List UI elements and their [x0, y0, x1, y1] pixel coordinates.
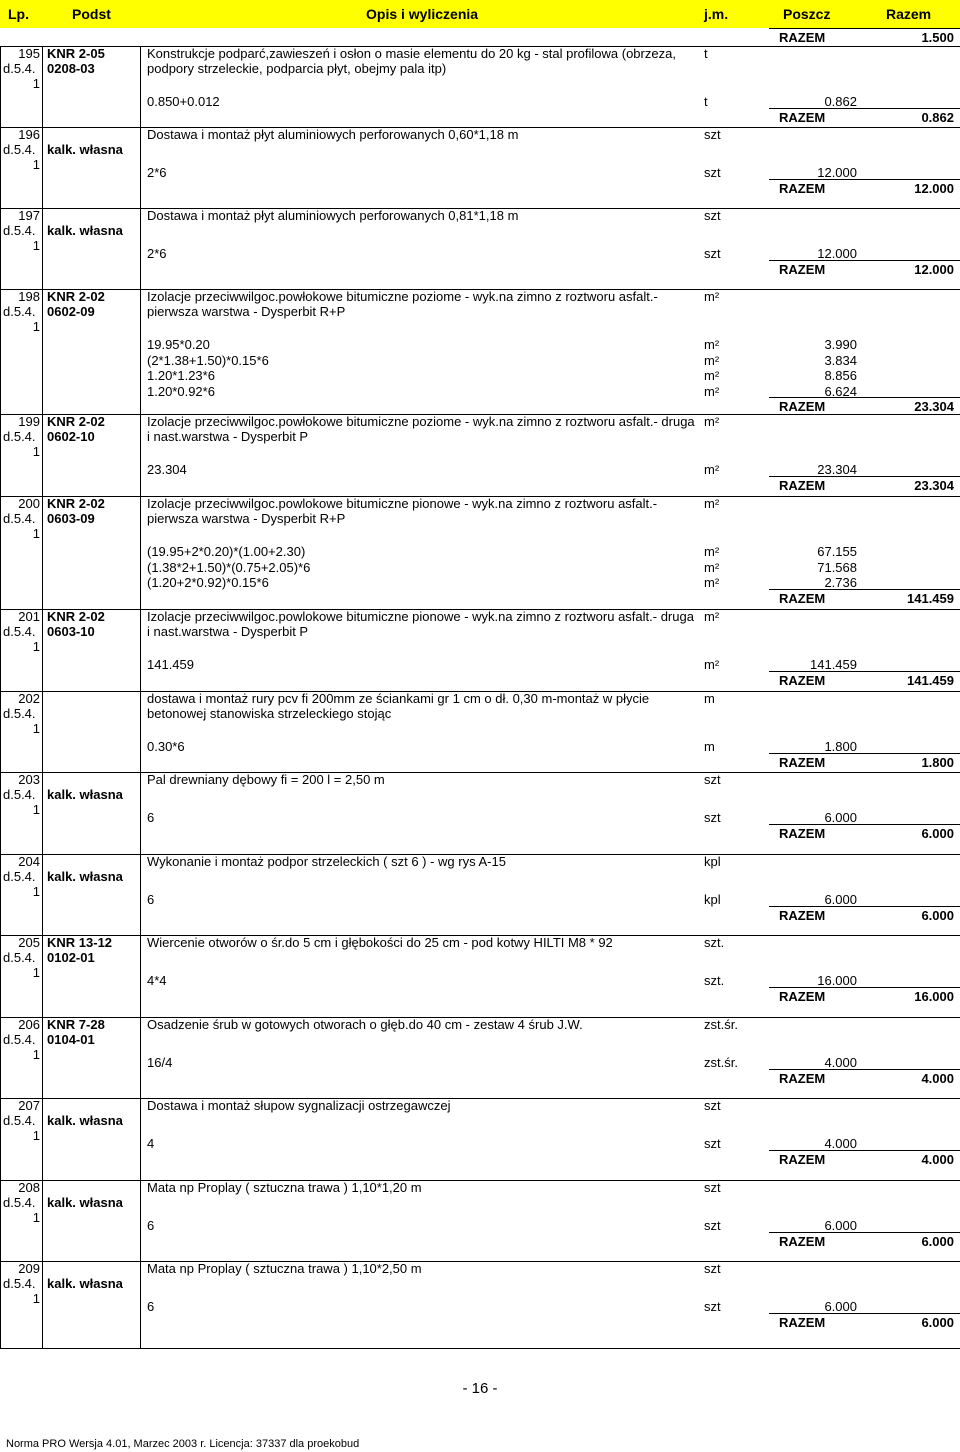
item-section: d.5.4. — [3, 1195, 36, 1210]
item-description: Izolacje przeciwwilgoc.powłokowe bitumiczne poziome - wyk.na zimno z roztworu asfalt.- pierwsza warstwa - Dysperbit R+P — [147, 289, 658, 319]
calc-formula: 0.30*6 — [147, 739, 185, 754]
item-version: 1 — [32, 639, 40, 654]
razem-divider — [769, 589, 960, 590]
razem-divider — [769, 179, 960, 180]
calc-unit: szt — [704, 1299, 721, 1314]
header-podst: Podst — [72, 6, 111, 22]
basis-code: kalk. własna — [47, 787, 123, 802]
razem-divider — [769, 671, 960, 672]
razem-divider — [769, 260, 960, 261]
item-section: d.5.4. — [3, 787, 36, 802]
item-description: Dostawa i montaż płyt aluminiowych perforowanych 0,60*1,18 m — [147, 127, 519, 142]
calc-unit: szt — [704, 1218, 721, 1233]
razem-value: 0.862 — [921, 109, 954, 125]
calc-formula: 6 — [147, 892, 155, 907]
item-number: 198 — [18, 289, 40, 304]
basis-code-2: 0208-03 — [47, 61, 95, 76]
calc-unit: szt. — [704, 973, 725, 988]
razem-label: RAZEM — [779, 180, 826, 196]
item-description: Wykonanie i montaż podpor strzeleckich ( szt 6 ) - wg rys A-15 — [147, 854, 506, 869]
header-lp: Lp. — [8, 6, 29, 22]
item-version: 1 — [32, 319, 40, 334]
item-version: 1 — [32, 238, 40, 253]
calc-unit: m² — [704, 544, 720, 559]
calc-formula: 0.850+0.012 — [147, 94, 220, 109]
item-description: Izolacje przeciwwilgoc.powlokowe bitumiczne pionowe - wyk.na zimno z roztworu asfalt.- druga i nast.warstwa - Dysperbit P — [147, 609, 694, 639]
razem-label: RAZEM — [779, 672, 826, 688]
razem-divider — [769, 397, 960, 398]
item-section: d.5.4. — [3, 429, 36, 444]
calc-formula: 141.459 — [147, 657, 194, 672]
item-section: d.5.4. — [3, 624, 36, 639]
basis-code: kalk. własna — [47, 142, 123, 157]
basis-code-2: 0602-09 — [47, 304, 95, 319]
item-number: 203 — [18, 772, 40, 787]
razem-value: 6.000 — [921, 907, 954, 923]
basis-code: kalk. własna — [47, 1195, 123, 1210]
item-description: Wiercenie otworów o śr.do 5 cm i głębokości do 25 cm - pod kotwy HILTI M8 * 92 — [147, 935, 613, 950]
razem-divider — [769, 108, 960, 109]
item-version: 1 — [32, 444, 40, 459]
page-number: - 16 - — [462, 1380, 498, 1397]
item-section: d.5.4. — [3, 304, 36, 319]
razem-value: 6.000 — [921, 1233, 954, 1249]
calc-value: 71.568 — [817, 559, 857, 575]
item-unit: kpl — [704, 854, 721, 869]
calc-unit: m² — [704, 368, 720, 383]
calc-formula: 2*6 — [147, 246, 167, 261]
item-description: Konstrukcje podparć,zawieszeń i osłon o masie elementu do 20 kg - stal profilowa (obrzeza, podpory strzeleckie, podparcia płyt, obejmy pala itp) — [147, 46, 676, 76]
header-opis: Opis i wyliczenia — [366, 6, 479, 22]
basis-code-2: 0603-10 — [47, 624, 95, 639]
calc-unit: szt — [704, 165, 721, 180]
calc-formula: (2*1.38+1.50)*0.15*6 — [147, 352, 269, 368]
item-number: 202 — [18, 691, 40, 706]
item-version: 1 — [32, 1047, 40, 1062]
item-section: d.5.4. — [3, 706, 36, 721]
basis-code: KNR 2-02 — [47, 414, 105, 429]
razem-divider — [769, 1150, 960, 1151]
razem-divider — [769, 906, 960, 907]
calc-value: 6.000 — [824, 810, 857, 825]
razem-label: RAZEM — [779, 590, 826, 606]
item-unit: szt — [704, 1261, 721, 1276]
razem-label: RAZEM — [779, 109, 826, 125]
calc-value: 6.000 — [824, 1299, 857, 1314]
basis-code-2: 0602-10 — [47, 429, 95, 444]
razem-label: RAZEM — [779, 477, 826, 493]
calc-value: 1.800 — [824, 739, 857, 754]
col-podst-opis-separator — [140, 46, 141, 1348]
col-left-border — [0, 46, 1, 1348]
razem-label: RAZEM — [779, 1314, 826, 1330]
item-section: d.5.4. — [3, 1276, 36, 1291]
razem-value: 4.000 — [921, 1151, 954, 1167]
calc-value: 6.000 — [824, 1218, 857, 1233]
razem-value: 141.459 — [907, 590, 954, 606]
item-version: 1 — [32, 721, 40, 736]
calc-formula: 16/4 — [147, 1055, 173, 1070]
calc-unit: m² — [704, 337, 720, 352]
item-version: 1 — [32, 1210, 40, 1225]
row-bottom-line — [0, 1348, 960, 1349]
razem-value: 6.000 — [921, 1314, 954, 1330]
razem-value: 1.500 — [921, 30, 954, 45]
calc-formula: (19.95+2*0.20)*(1.00+2.30) — [147, 544, 306, 559]
item-version: 1 — [32, 157, 40, 172]
calc-value: 4.000 — [824, 1136, 857, 1151]
basis-code: kalk. własna — [47, 869, 123, 884]
calc-unit: t — [704, 94, 708, 109]
calc-unit: m² — [704, 462, 720, 477]
col-lp-podst-separator — [42, 46, 43, 1348]
calc-formula: 6 — [147, 1218, 155, 1233]
razem-value: 16.000 — [914, 988, 954, 1004]
razem-value: 12.000 — [914, 261, 954, 277]
razem-divider — [769, 824, 960, 825]
calc-formula: 19.95*0.20 — [147, 337, 210, 352]
item-number: 200 — [18, 496, 40, 511]
basis-code: kalk. własna — [47, 223, 123, 238]
calc-unit: m² — [704, 352, 720, 368]
item-description: dostawa i montaż rury pcv fi 200mm ze ściankami gr 1 cm o dł. 0,30 m-montaż w płycie betonowej stanowiska strzeleckiego stojąc — [147, 691, 650, 721]
item-unit: zst.śr. — [704, 1017, 738, 1032]
calc-value: 6.624 — [824, 383, 857, 399]
item-unit: m² — [704, 414, 720, 429]
calc-value: 0.862 — [824, 94, 857, 109]
item-version: 1 — [32, 76, 40, 91]
item-section: d.5.4. — [3, 61, 36, 76]
basis-code-2: 0603-09 — [47, 511, 95, 526]
item-unit: szt — [704, 1098, 721, 1113]
header-razem: Razem — [886, 6, 932, 22]
item-number: 206 — [18, 1017, 40, 1032]
estimate-table — [0, 28, 960, 1348]
calc-value: 141.459 — [810, 657, 857, 672]
item-section: d.5.4. — [3, 511, 36, 526]
calc-formula: 1.20*0.92*6 — [147, 383, 215, 399]
calc-unit: zst.śr. — [704, 1055, 738, 1070]
header-jm: j.m. — [704, 6, 729, 22]
item-unit: m² — [704, 496, 720, 511]
item-description: Mata np Proplay ( sztuczna trawa ) 1,10*1,20 m — [147, 1180, 422, 1195]
item-number: 207 — [18, 1098, 40, 1113]
calc-formula: 6 — [147, 1299, 155, 1314]
top-razem-divider — [769, 28, 960, 29]
item-number: 204 — [18, 854, 40, 869]
basis-code: KNR 2-02 — [47, 289, 105, 304]
item-unit: szt — [704, 208, 721, 223]
calc-formula: (1.20+2*0.92)*0.15*6 — [147, 575, 269, 590]
razem-divider — [769, 1313, 960, 1314]
calc-value: 3.834 — [824, 352, 857, 368]
calc-unit: szt — [704, 246, 721, 261]
razem-label: RAZEM — [779, 261, 826, 277]
razem-divider — [769, 1069, 960, 1070]
calc-unit: m² — [704, 383, 720, 399]
calc-unit: szt — [704, 810, 721, 825]
basis-code: KNR 2-02 — [47, 496, 105, 511]
razem-value: 6.000 — [921, 825, 954, 841]
footer-license: Norma PRO Wersja 4.01, Marzec 2003 r. Licencja: 37337 dla proekobud — [6, 1438, 360, 1450]
calc-value: 12.000 — [817, 246, 857, 261]
calc-formula: 23.304 — [147, 462, 187, 477]
item-version: 1 — [32, 1291, 40, 1306]
razem-label: RAZEM — [779, 1151, 826, 1167]
calc-unit: szt — [704, 1136, 721, 1151]
item-unit: szt — [704, 127, 721, 142]
item-description: Dostawa i montaż słupow sygnalizacji ostrzegawczej — [147, 1098, 451, 1113]
item-number: 197 — [18, 208, 40, 223]
item-unit: m² — [704, 609, 720, 624]
item-version: 1 — [32, 1128, 40, 1143]
header-poszcz: Poszcz — [783, 6, 831, 22]
item-section: d.5.4. — [3, 223, 36, 238]
item-section: d.5.4. — [3, 1032, 36, 1047]
item-description: Izolacje przeciwwilgoc.powłokowe bitumiczne poziome - wyk.na zimno z roztworu asfalt.- druga i nast.warstwa - Dysperbit P — [147, 414, 695, 444]
item-version: 1 — [32, 965, 40, 980]
razem-divider — [769, 987, 960, 988]
calc-formula: 2*6 — [147, 165, 167, 180]
calc-unit: m² — [704, 657, 720, 672]
razem-value: 1.800 — [921, 754, 954, 770]
basis-code: KNR 2-02 — [47, 609, 105, 624]
item-number: 196 — [18, 127, 40, 142]
calc-unit: m² — [704, 559, 720, 575]
calc-unit: m — [704, 739, 715, 754]
basis-code-2: 0104-01 — [47, 1032, 95, 1047]
calc-unit: m² — [704, 575, 720, 590]
item-section: d.5.4. — [3, 142, 36, 157]
item-section: d.5.4. — [3, 950, 36, 965]
razem-label: RAZEM — [779, 30, 826, 45]
item-number: 199 — [18, 414, 40, 429]
razem-label: RAZEM — [779, 399, 826, 414]
item-version: 1 — [32, 526, 40, 541]
item-section: d.5.4. — [3, 1113, 36, 1128]
item-number: 195 — [18, 46, 40, 61]
razem-divider — [769, 476, 960, 477]
item-unit: szt. — [704, 935, 725, 950]
razem-label: RAZEM — [779, 825, 826, 841]
razem-value: 141.459 — [907, 672, 954, 688]
basis-code: KNR 7-28 — [47, 1017, 105, 1032]
item-unit: t — [704, 46, 708, 61]
calc-unit: kpl — [704, 892, 721, 907]
calc-value: 4.000 — [824, 1055, 857, 1070]
razem-divider — [769, 753, 960, 754]
item-section: d.5.4. — [3, 869, 36, 884]
basis-code: KNR 2-05 — [47, 46, 105, 61]
table-header — [0, 0, 960, 28]
item-description: Pal drewniany dębowy fi = 200 l = 2,50 m — [147, 772, 385, 787]
item-number: 205 — [18, 935, 40, 950]
razem-label: RAZEM — [779, 907, 826, 923]
item-unit: szt — [704, 772, 721, 787]
item-unit: m — [704, 691, 715, 706]
item-description: Mata np Proplay ( sztuczna trawa ) 1,10*2,50 m — [147, 1261, 422, 1276]
razem-divider — [769, 1232, 960, 1233]
razem-label: RAZEM — [779, 1233, 826, 1249]
calc-value: 67.155 — [817, 544, 857, 559]
basis-code-2: 0102-01 — [47, 950, 95, 965]
basis-code: KNR 13-12 — [47, 935, 113, 950]
item-number: 201 — [18, 609, 40, 624]
calc-value: 3.990 — [824, 337, 857, 352]
item-number: 208 — [18, 1180, 40, 1195]
item-version: 1 — [32, 802, 40, 817]
razem-label: RAZEM — [779, 1070, 826, 1086]
calc-value: 2.736 — [824, 575, 857, 590]
razem-value: 23.304 — [914, 399, 954, 414]
calc-formula: (1.38*2+1.50)*(0.75+2.05)*6 — [147, 559, 311, 575]
calc-formula: 4*4 — [147, 973, 167, 988]
calc-formula: 6 — [147, 810, 155, 825]
calc-value: 16.000 — [817, 973, 857, 988]
razem-value: 4.000 — [921, 1070, 954, 1086]
item-unit: m² — [704, 289, 720, 304]
item-version: 1 — [32, 884, 40, 899]
razem-value: 12.000 — [914, 180, 954, 196]
item-description: Izolacje przeciwwilgoc.powlokowe bitumiczne pionowe - wyk.na zimno z roztworu asfalt.- pierwsza warstwa - Dysperbit R+P — [147, 496, 658, 526]
basis-code: kalk. własna — [47, 1276, 123, 1291]
razem-label: RAZEM — [779, 754, 826, 770]
calc-value: 8.856 — [824, 368, 857, 383]
razem-value: 23.304 — [914, 477, 954, 493]
basis-code: kalk. własna — [47, 1113, 123, 1128]
item-number: 209 — [18, 1261, 40, 1276]
item-description: Osadzenie śrub w gotowych otworach o głęb.do 40 cm - zestaw 4 śrub J.W. — [147, 1017, 583, 1032]
item-unit: szt — [704, 1180, 721, 1195]
item-description: Dostawa i montaż płyt aluminiowych perforowanych 0,81*1,18 m — [147, 208, 519, 223]
calc-value: 6.000 — [824, 892, 857, 907]
calc-formula: 4 — [147, 1136, 155, 1151]
calc-value: 23.304 — [817, 462, 857, 477]
razem-label: RAZEM — [779, 988, 826, 1004]
calc-value: 12.000 — [817, 165, 857, 180]
calc-formula: 1.20*1.23*6 — [147, 368, 215, 383]
